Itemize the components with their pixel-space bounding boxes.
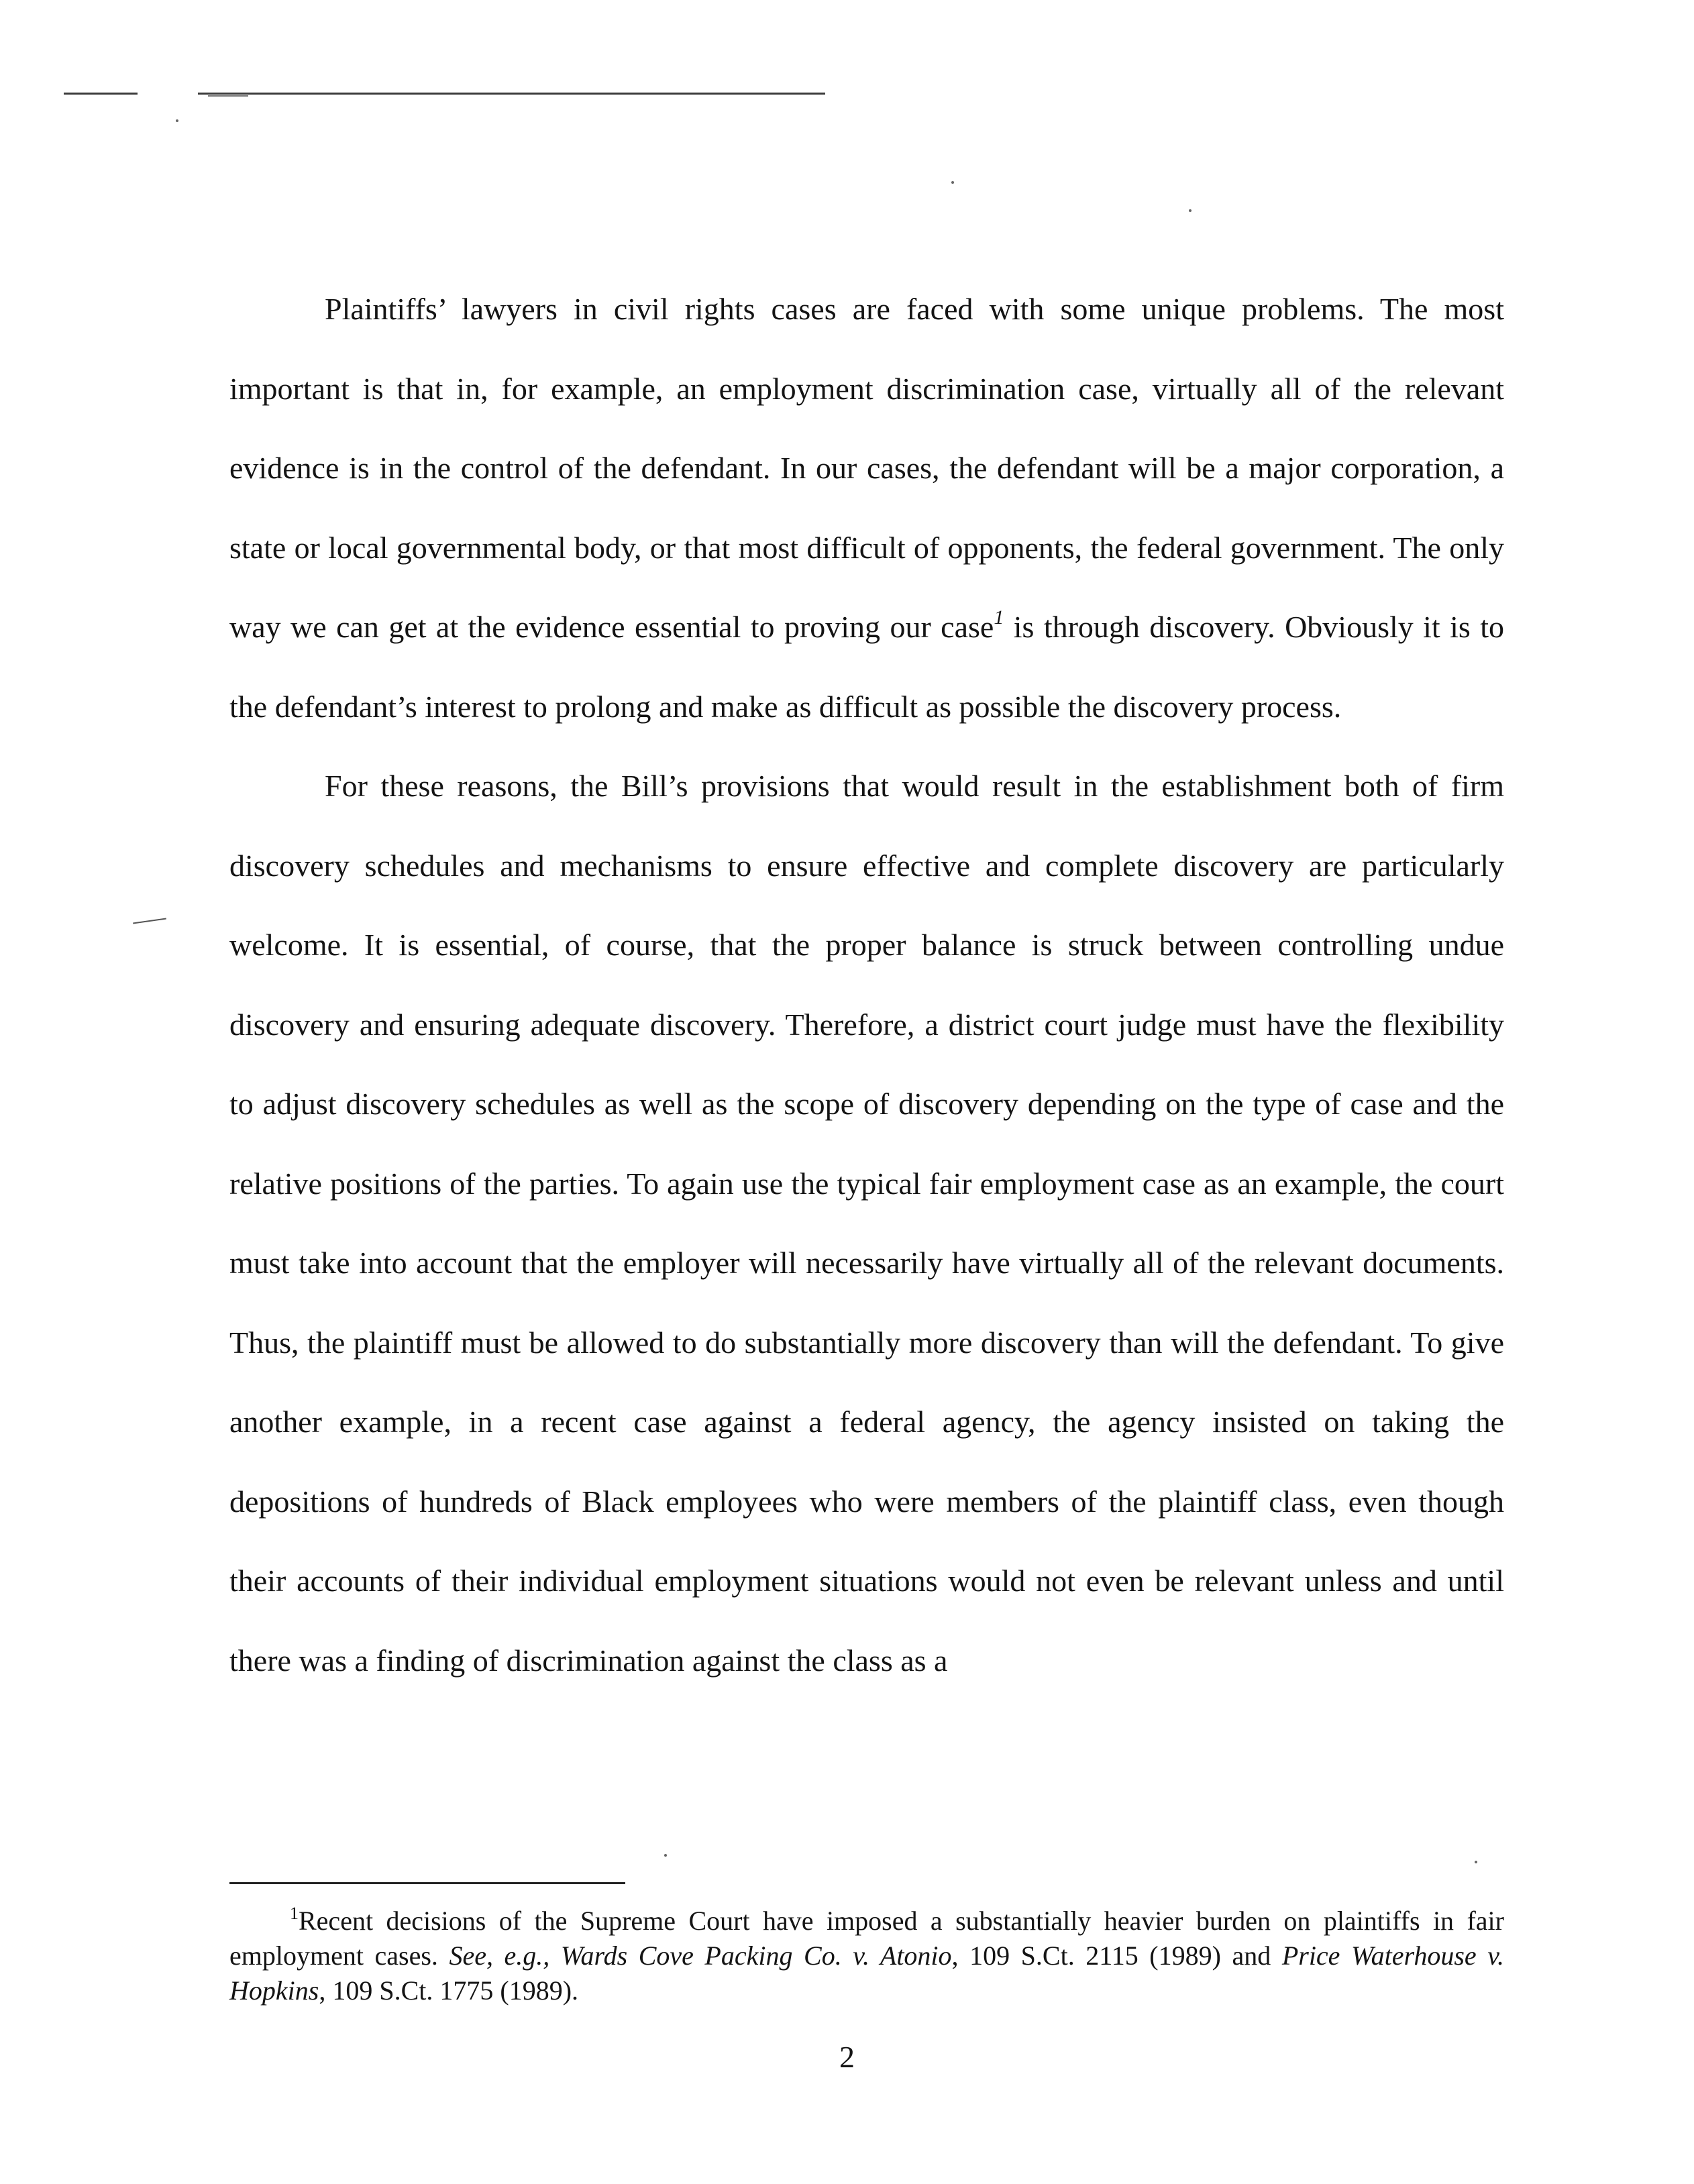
footnote-separator <box>229 1882 625 1884</box>
margin-mark <box>133 918 166 924</box>
paragraph-1-text-before-ref: Plaintiffs’ lawyers in civil rights cases are faced with some unique problems. The most important is that in, for example, an employment discrimination case, virtually all of the relevant evidence is in the control of the defendant. In our cases, the defendant will be a major corporation, a state or local governmental body, or that most difficult of opponents, the federal government. The only way we can get at the evidence essential to proving our case <box>229 292 1504 644</box>
scan-speck <box>664 1854 667 1857</box>
scan-speck <box>1475 1861 1477 1863</box>
footnote <box>229 1904 1504 2008</box>
scan-artifact-gap <box>138 89 198 97</box>
scan-speck <box>1189 209 1192 212</box>
footnote-case-1: Wards Cove Packing Co. v. Atonio <box>560 1941 952 1971</box>
footnote-case-2: Price Waterhouse v. Hopkins <box>229 1941 1505 2006</box>
footnote-reference[interactable]: 1 <box>994 606 1004 629</box>
footnote-text-1: Recent decisions of the Supreme Court have imposed a substantially heavier burden on plaintiffs in fair employment cases. <box>229 1906 1504 1971</box>
page-number: 2 <box>839 2040 855 2074</box>
paragraph-1 <box>229 270 1504 747</box>
scan-artifact-tick <box>208 95 248 97</box>
scan-speck <box>951 181 954 184</box>
footnote-text-3: , 109 S.Ct. 1775 (1989). <box>319 1975 579 2006</box>
paragraph-2: For these reasons, the Bill’s provisions that would result in the establishment both of firm discovery schedules and mechanisms to ensure effective and complete discovery are particularly welcome. It is essential, of course, that the proper balance is struck between controlling undue discovery and ensuring adequate discovery. Therefore, a district court judge must have the flexibility to adjust discovery schedules as well as the scope of discovery depending on the type of case and the relative positions of the parties. To again use the typical fair employment case as an example, the court must take into account that the employer will necessarily have virtually all of the relevant documents. Thus, the plaintiff must be allowed to do substantially more discovery than will the defendant. To give another example, in a recent case against a federal agency, the agency insisted on taking the depositions of hundreds of Black employees who were members of the plaintiff class, even though their accounts of their individual employment situations would not even be relevant unless and until there was a finding of discrimination against the class as a <box>229 769 1504 1678</box>
paragraph-1-text-after-ref: is through discovery. Obviously it is to the defendant’s interest to prolong and make as difficult as possible the discovery process. <box>229 610 1504 724</box>
scan-speck <box>176 119 178 122</box>
footnote-text-2: , 109 S.Ct. 2115 (1989) and <box>951 1941 1282 1971</box>
footnote-number: 1 <box>290 1903 299 1923</box>
body-text <box>229 270 1504 1700</box>
footnote-signal: See, e.g., <box>449 1941 561 1971</box>
